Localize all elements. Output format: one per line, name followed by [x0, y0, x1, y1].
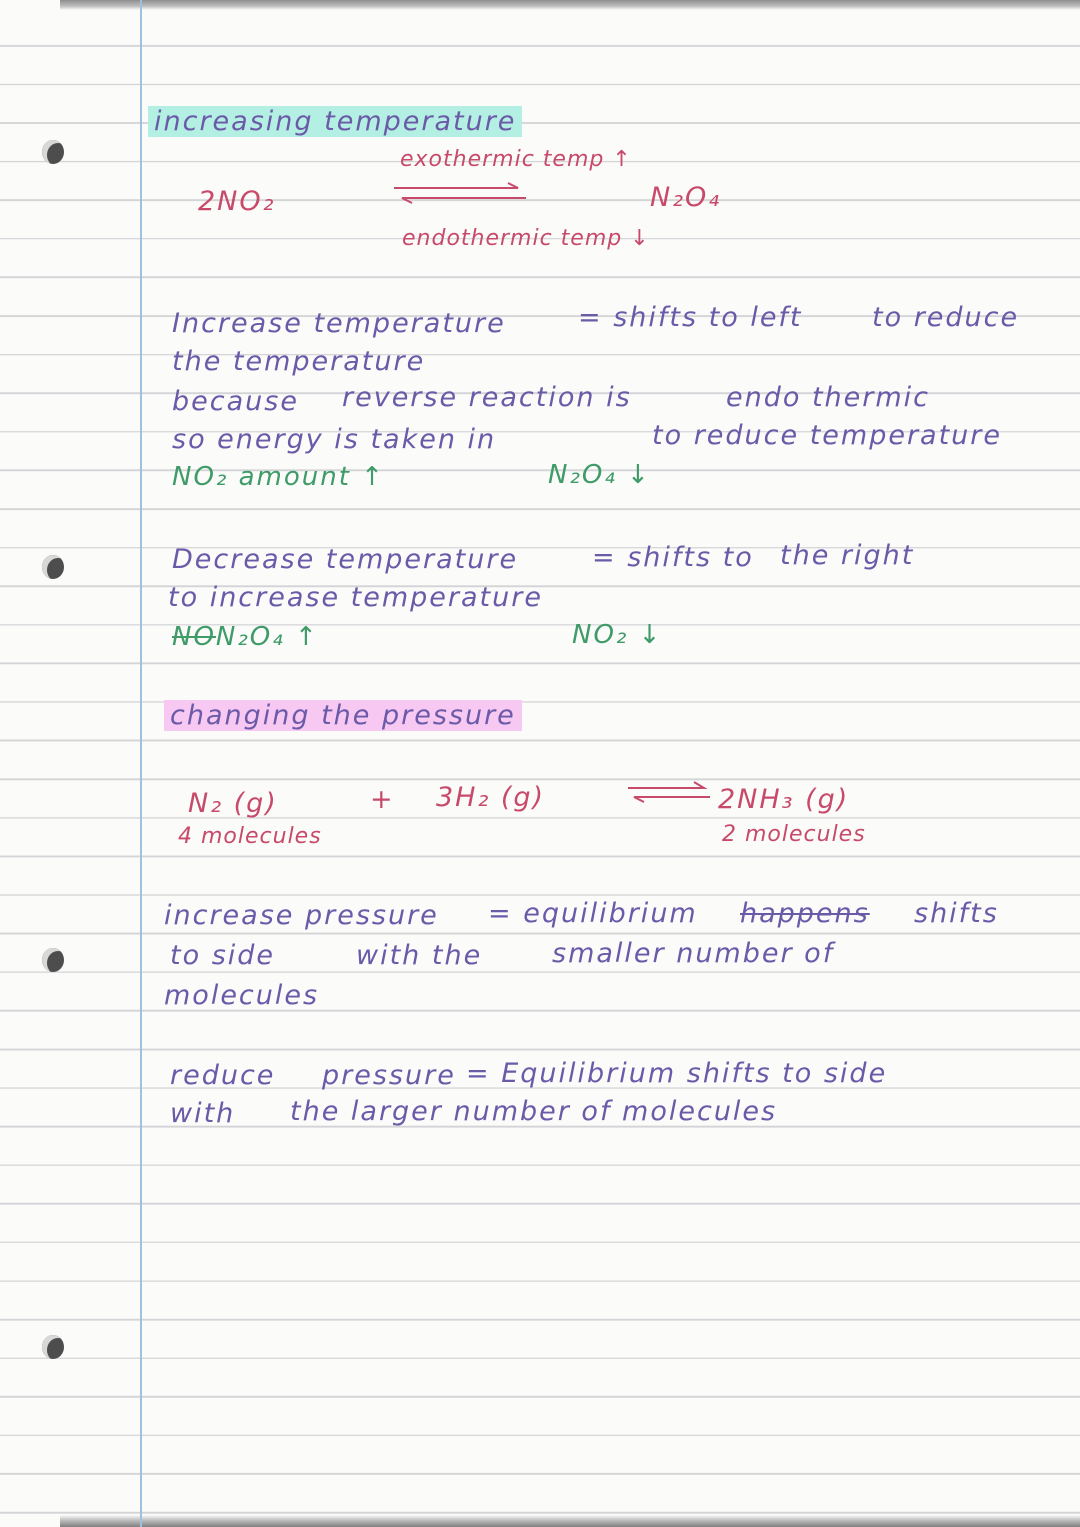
page-bottom-edge [60, 1515, 1080, 1527]
reaction2-left-molecule-count: 4 molecules [178, 824, 322, 849]
margin-line [140, 0, 142, 1527]
para3-with-the: with the [356, 940, 483, 971]
para1-the-temperature: the temperature [172, 346, 426, 377]
para3-equilibrium: = equilibrium [488, 898, 698, 929]
para1-energy-taken-in: so energy is taken in [172, 424, 497, 455]
para1-reverse-reaction: reverse reaction is [342, 382, 632, 413]
para4-equilibrium-shifts: = Equilibrium shifts to side [466, 1058, 888, 1089]
heading-increasing-temperature: increasing temperature [148, 106, 522, 137]
para3-struck-happens: happens [740, 898, 870, 929]
reaction2-plus: + [370, 784, 395, 815]
reaction1-right-species: N₂O₄ [650, 182, 722, 213]
reaction1-endothermic-label: endothermic temp ↓ [402, 226, 650, 251]
punch-hole [42, 555, 64, 579]
para4-pressure: pressure [322, 1060, 456, 1091]
para4-with: with [170, 1098, 236, 1129]
reaction2-product-nh3: 2NH₃ (g) [718, 784, 850, 815]
para3-increase-pressure: increase pressure [164, 900, 439, 931]
reaction1-left-species: 2NO₂ [198, 186, 276, 217]
para2-n2o4-amount: NON₂O₄ ↑ [172, 622, 319, 652]
para1-n2o4-amount: N₂O₄ ↓ [548, 460, 651, 490]
reaction2-reactant-h2: 3H₂ (g) [436, 782, 546, 813]
punch-hole [42, 1335, 64, 1359]
para1-to-reduce: to reduce [872, 302, 1020, 333]
para1-shifts-left: = shifts to left [578, 302, 803, 333]
para2-decrease-temperature: Decrease temperature [172, 544, 519, 575]
reaction2-right-molecule-count: 2 molecules [722, 822, 866, 847]
reaction1-exothermic-label: exothermic temp ↑ [400, 147, 632, 172]
para1-increase-temperature: Increase temperature [172, 308, 506, 339]
punch-hole [42, 948, 64, 972]
reaction2-reactant-n2: N₂ (g) [188, 788, 278, 819]
para3-molecules: molecules [164, 980, 320, 1011]
page-top-edge [60, 0, 1080, 10]
para1-endothermic: endo thermic [726, 382, 931, 413]
para1-because: because [172, 386, 299, 417]
punch-hole [42, 140, 64, 164]
equilibrium-arrow-icon [390, 182, 530, 206]
para3-shifts: shifts [914, 898, 999, 929]
para2-shifts-to: = shifts to [592, 542, 754, 573]
para4-reduce: reduce [170, 1060, 276, 1091]
para2-the-right: the right [780, 540, 915, 571]
para1-reduce-temperature: to reduce temperature [652, 420, 1002, 451]
para2-no2-amount: NO₂ ↓ [572, 620, 663, 650]
para3-to-side: to side [170, 940, 276, 971]
para3-smaller-number: smaller number of [552, 938, 835, 969]
para1-no2-amount: NO₂ amount ↑ [172, 462, 385, 492]
para4-larger-number: the larger number of molecules [290, 1096, 778, 1127]
equilibrium-arrow-icon [624, 780, 714, 804]
para2-to-increase: to increase temperature [168, 582, 543, 613]
heading-changing-the-pressure: changing the pressure [164, 700, 522, 731]
